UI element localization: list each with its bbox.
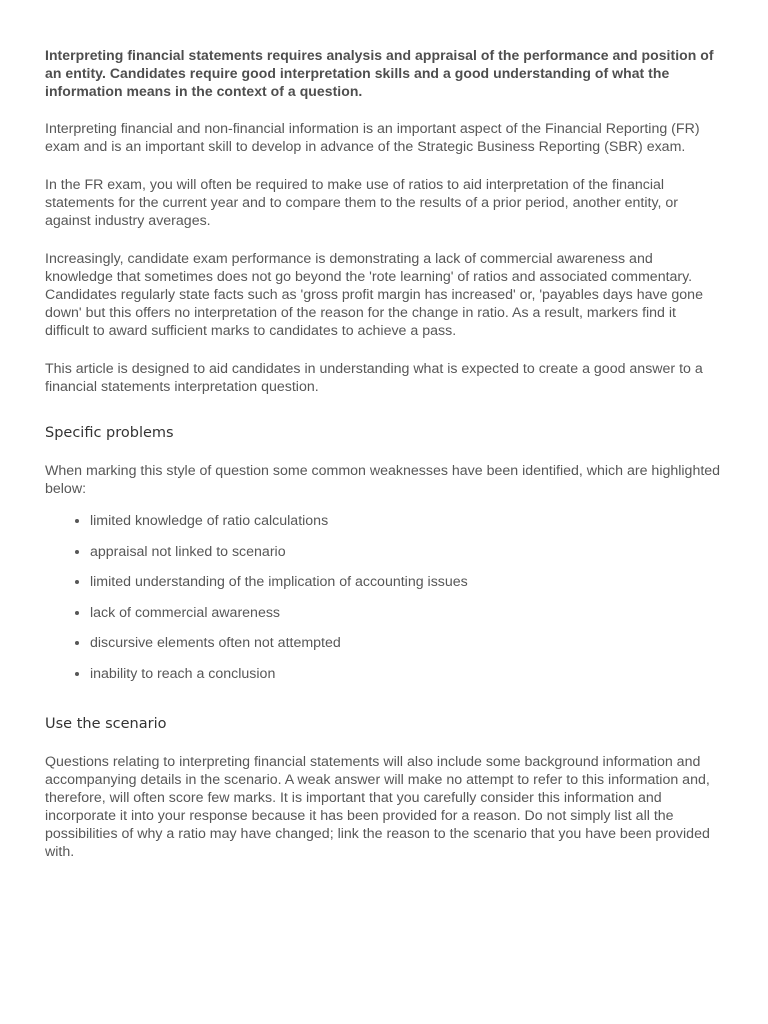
list-item: • inability to reach a conclusion: [90, 665, 723, 683]
article-intro: Interpreting financial statements requires analysis and appraisal of the performance and position of an entity. Candidates require good interpretation skills and a good understanding of what the information means in the context of a question.: [45, 47, 714, 99]
paragraph-commercial-awareness: Increasingly, candidate exam performance is demonstrating a lack of commercial awareness and knowledge that sometimes does not go beyond the 'rote learning' of ratios and associated commentary. Candidates regularly state facts such as 'gross profit margin has increased' or, 'payables days have gone down' but this offers no interpretation of the reason for the change in ratio. As a result, markers find it difficult to award sufficient marks to candidates to achieve a pass.: [45, 251, 703, 339]
heading-specific-problems: Specific problems: [45, 425, 174, 441]
list-item: • limited understanding of the implication of accounting issues: [90, 573, 723, 591]
paragraph-weaknesses: When marking this style of question some common weaknesses have been identified, which are highlighted below:: [45, 463, 721, 497]
paragraph-fr-exam: Interpreting financial and non-financial information is an important aspect of the Financial Reporting (FR) exam and is an important skill to develop in advance of the Strategic Business Reporting (SBR) exam.: [45, 121, 700, 155]
article-body: [45, 46, 723, 881]
paragraph-article-purpose: This article is designed to aid candidates in understanding what is expected to create a good answer to a financial statements interpretation question.: [45, 361, 703, 395]
list-item: • appraisal not linked to scenario: [90, 543, 723, 561]
list-item: • limited knowledge of ratio calculations: [90, 512, 723, 530]
list-item: • lack of commercial awareness: [90, 604, 723, 622]
paragraph-ratios: In the FR exam, you will often be required to make use of ratios to aid interpretation of the financial statements for the current year and to compare them to the results of a prior period, another entity, or against industry averages.: [45, 177, 678, 229]
paragraph-scenario: Questions relating to interpreting financial statements will also include some background information and accompanying details in the scenario. A weak answer will make no attempt to refer to this information and, therefore, will often score few marks. It is important that you carefully consider this information and incorporate it into your response because it has been provided for a reason. Do not simply list all the possibilities of why a ratio may have changed; link the reason to the scenario that you have been provided with.: [45, 753, 710, 860]
weaknesses-list: [45, 512, 723, 683]
heading-use-the-scenario: Use the scenario: [45, 715, 167, 732]
list-item: • discursive elements often not attempted: [90, 634, 723, 652]
